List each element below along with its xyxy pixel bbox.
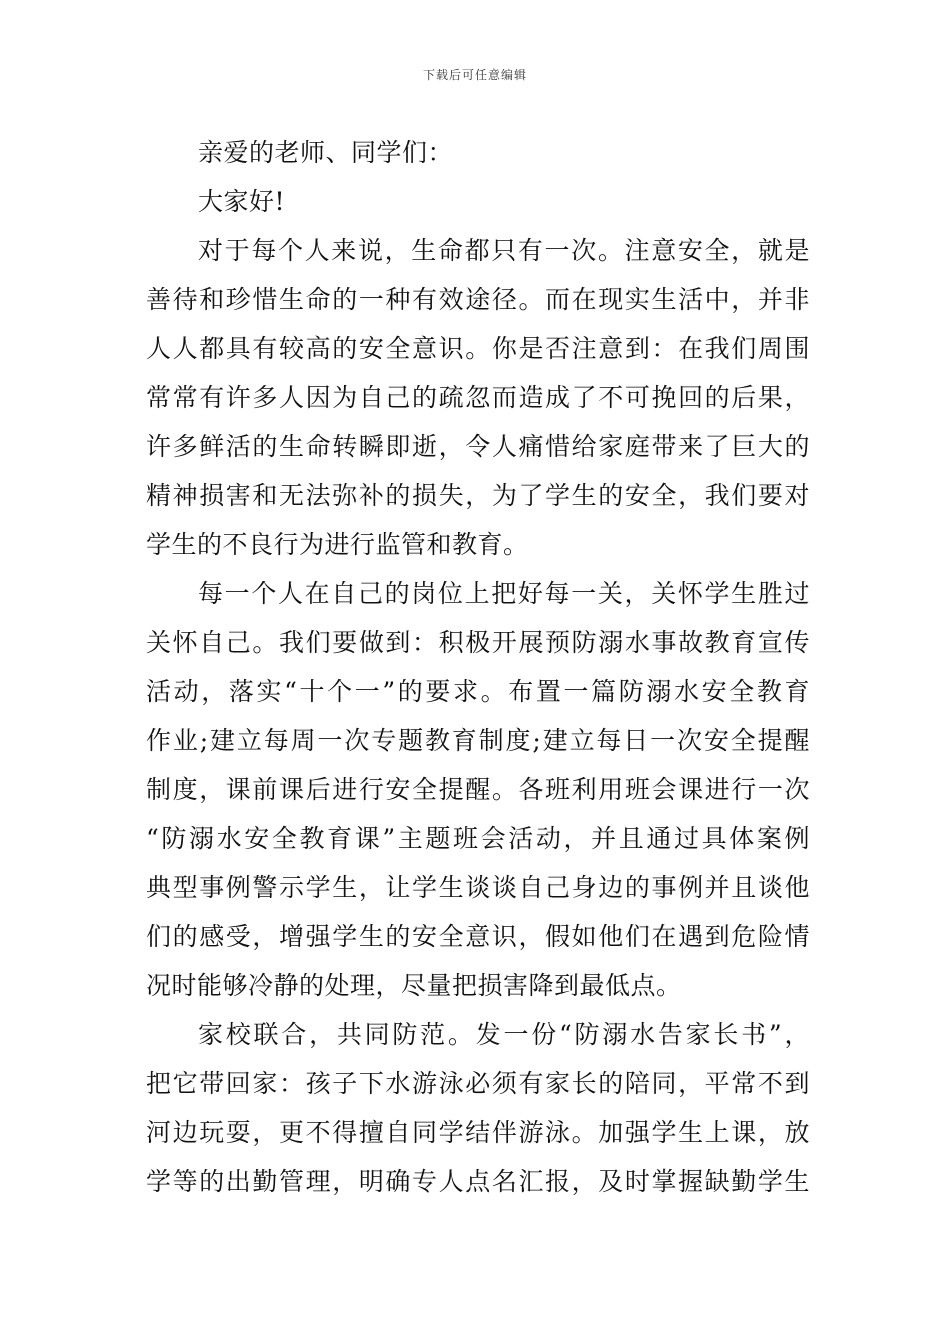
paragraph-2-line-9: 况时能够冷静的处理，尽量把损害降到最低点。 — [146, 971, 682, 1000]
paragraph-3-line-2: 把它带回家：孩子下水游泳必须有家长的陪同，平常不到 — [146, 1069, 810, 1098]
paragraph-1-line-6: 精神损害和无法弥补的损失，为了学生的安全，我们要对 — [146, 481, 810, 510]
paragraph-1-line-2: 善待和珍惜生命的一种有效途径。而在现实生活中，并非 — [146, 285, 810, 314]
paragraph-2-line-1: 每一个人在自己的岗位上把好每一关，关怀学生胜过 — [198, 579, 810, 608]
paragraph-3-line-3: 河边玩耍，更不得擅自同学结伴游泳。加强学生上课，放 — [146, 1118, 810, 1147]
document-body — [146, 128, 810, 1206]
paragraph-3-line-1: 家校联合，共同防范。发一份“防溺水告家长书”， — [198, 1020, 810, 1049]
paragraph-1-line-3: 人人都具有较高的安全意识。你是否注意到：在我们周围 — [146, 334, 810, 363]
paragraph-2-line-3: 活动，落实“十个一”的要求。布置一篇防溺水安全教育 — [146, 677, 810, 706]
paragraph-2-line-8: 们的感受，增强学生的安全意识，假如他们在遇到危险情 — [146, 922, 810, 951]
paragraph-2-line-2: 关怀自己。我们要做到：积极开展预防溺水事故教育宣传 — [146, 628, 810, 657]
greeting-line: 大家好! — [198, 187, 286, 216]
salutation-line: 亲爱的老师、同学们： — [198, 138, 454, 167]
paragraph-2-line-5: 制度，课前课后进行安全提醒。各班利用班会课进行一次 — [146, 775, 810, 804]
paragraph-2-line-4: 作业;建立每周一次专题教育制度;建立每日一次安全提醒 — [146, 726, 810, 755]
paragraph-1-line-1: 对于每个人来说，生命都只有一次。注意安全，就是 — [198, 236, 810, 265]
paragraph-3-line-4: 学等的出勤管理，明确专人点名汇报，及时掌握缺勤学生 — [146, 1167, 810, 1196]
paragraph-1-line-5: 许多鲜活的生命转瞬即逝，令人痛惜给家庭带来了巨大的 — [146, 432, 810, 461]
paragraph-1-line-7: 学生的不良行为进行监管和教育。 — [146, 530, 529, 559]
paragraph-2-line-6: “防溺水安全教育课”主题班会活动，并且通过具体案例 — [146, 824, 810, 853]
paragraph-2-line-7: 典型事例警示学生，让学生谈谈自己身边的事例并且谈他 — [146, 873, 810, 902]
paragraph-1-line-4: 常常有许多人因为自己的疏忽而造成了不可挽回的后果， — [146, 383, 810, 412]
header-note: 下载后可任意编辑 — [422, 68, 527, 82]
